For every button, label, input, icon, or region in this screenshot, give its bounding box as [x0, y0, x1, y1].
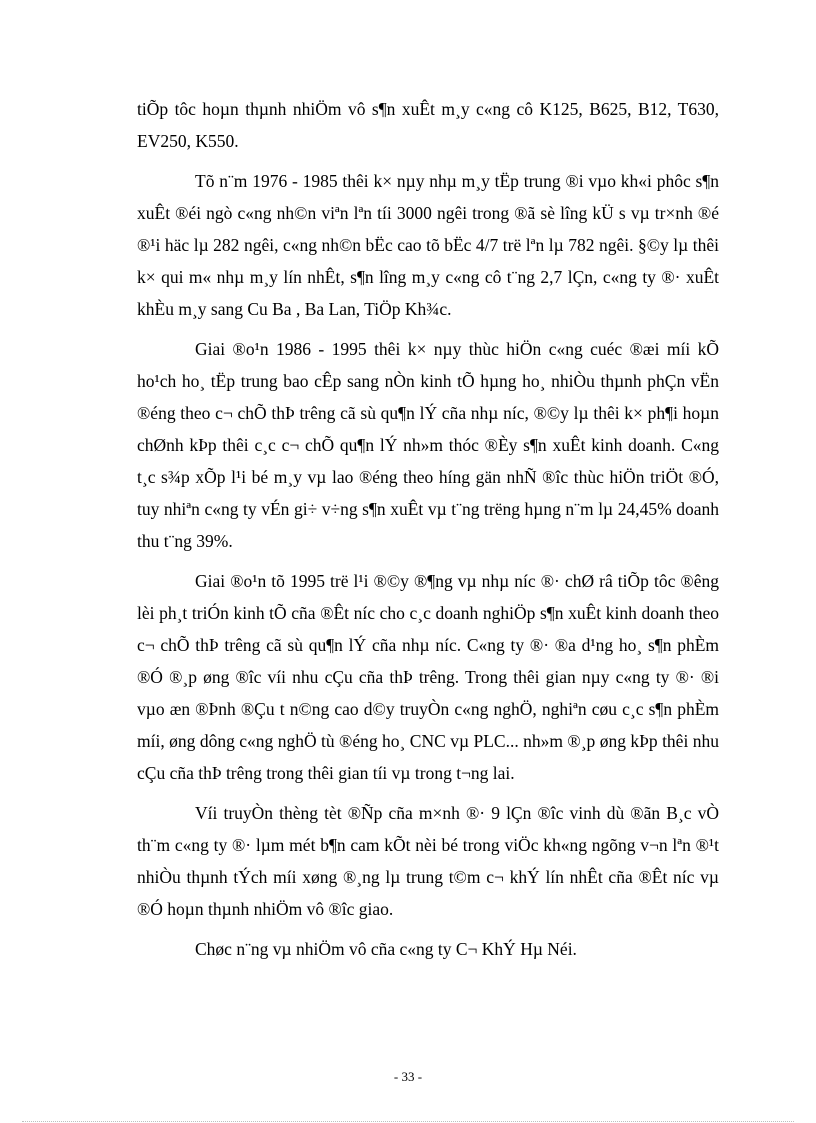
page-bottom-divider [22, 1121, 794, 1122]
page-number: - 33 - [393, 1069, 423, 1084]
paragraph-2: Tõ n¨m 1976 - 1985 thêi k× nµy nhµ m¸y tËp trung ®i vµo kh«i phôc s¶n xuÊt ®éi ngò c«ng nh©n viªn lªn tíi 3000 ngêi trong ®ã sè lîng kÜ s vµ tr×nh ®é ®¹i häc lµ 282 ngêi, c«ng nh©n bËc cao tõ bËc 4/7 trë lªn lµ 782 ngêi. §©y lµ thêi k× qui m« nhµ m¸y lín nhÊt, s¶n lîng m¸y c«ng cô t¨ng 2,7 lÇn, c«ng ty ®· xuÊt khÈu m¸y sang Cu Ba , Ba Lan, TiÖp Kh¾c. [137, 171, 719, 319]
paragraph-6: Chøc n¨ng vµ nhiÖm vô cña c«ng ty C¬ KhÝ Hµ Néi. [195, 939, 577, 959]
paragraph-3: Giai ®o¹n 1986 - 1995 thêi k× nµy thùc hiÖn c«ng cuéc ®æi míi kÕ ho¹ch ho¸ tËp trung bao cÊp sang nÒn kinh tÕ hµng ho¸ nhiÒu thµnh phÇn vËn ®éng theo c¬ chÕ thÞ trêng cã sù qu¶n lÝ cña nhµ níc, ®©y lµ thêi k× ph¶i hoµn chØnh kÞp thêi c¸c c¬ chÕ qu¶n lÝ nh»m thóc ®Èy s¶n xuÊt kinh doanh. C«ng t¸c s¾p xÕp l¹i bé m¸y vµ lao ®éng theo híng gän nhÑ ®îc thùc hiÖn triÖt ®Ó, tuy nhiªn c«ng ty vÉn gi÷ v÷ng s¶n xuÊt vµ t¨ng trëng hµng n¨m lµ 24,45% doanh thu t¨ng 39%. [137, 339, 719, 551]
body-text [137, 93, 719, 973]
paragraph-5: Víi truyÒn thèng tèt ®Ñp cña m×nh ®· 9 lÇn ®îc vinh dù ®ãn B¸c vÒ th¨m c«ng ty ®· lµm mét b¶n cam kÕt nèi bé trong viÖc kh«ng ngõng v¬n lªn ®¹t nhiÒu thµnh tÝch míi xøng ®¸ng lµ trung t©m c¬ khÝ lín nhÊt cña ®Êt níc vµ ®Ó hoµn thµnh nhiÖm vô ®îc giao. [137, 803, 719, 919]
paragraph-4: Giai ®o¹n tõ 1995 trë l¹i ®©y ®¶ng vµ nhµ níc ®· chØ râ tiÕp tôc ®êng lèi ph¸t triÓn kinh tÕ cña ®Êt níc cho c¸c doanh nghiÖp s¶n xuÊt kinh doanh theo c¬ chÕ thÞ trêng cã sù qu¶n lÝ cña nhµ níc. C«ng ty ®· ®a d¹ng ho¸ s¶n phÈm ®Ó ®¸p øng ®îc víi nhu cÇu cña thÞ trêng. Trong thêi gian nµy c«ng ty ®· ®i vµo æn ®Þnh ®Çu t n©ng cao d©y truyÒn c«ng nghÖ, nghiªn cøu c¸c s¶n phÈm míi, øng dông c«ng nghÖ tù ®éng ho¸ CNC vµ PLC... nh»m ®¸p øng kÞp thêi nhu cÇu cña thÞ trêng trong thêi gian tíi vµ trong t¬ng lai. [137, 571, 719, 783]
paragraph-1: tiÕp tôc hoµn thµnh nhiÖm vô s¶n xuÊt m¸y c«ng cô K125, B625, B12, T630, EV250, K550. [137, 99, 719, 151]
